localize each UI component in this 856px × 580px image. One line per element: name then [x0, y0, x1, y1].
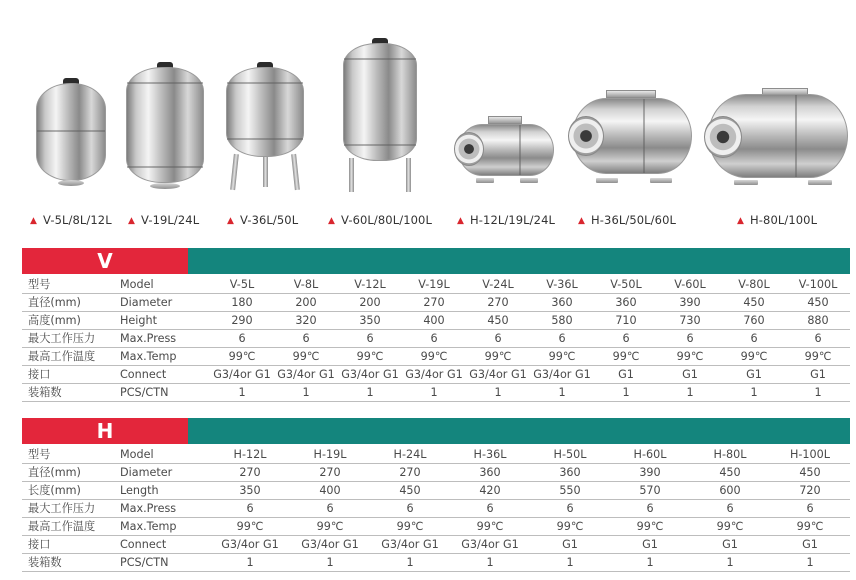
table-cell: G1	[786, 366, 850, 384]
product-gallery	[0, 0, 856, 240]
table-cell: 6	[594, 330, 658, 348]
row-label-cn: 装箱数	[22, 384, 116, 402]
table-cell: 450	[690, 464, 770, 482]
tank-image-v-medium	[126, 62, 204, 190]
table-cell: 350	[338, 312, 402, 330]
table-cell: H-60L	[610, 446, 690, 464]
table-cell: 99℃	[450, 518, 530, 536]
table-cell: 580	[530, 312, 594, 330]
spec-table-h-body	[22, 446, 850, 572]
table-cell: 600	[690, 482, 770, 500]
table-cell: 880	[786, 312, 850, 330]
table-cell: H-12L	[210, 446, 290, 464]
table-cell: 6	[786, 330, 850, 348]
table-cell: V-8L	[274, 276, 338, 294]
table-cell: 1	[338, 384, 402, 402]
table-cell: 180	[210, 294, 274, 312]
table-cell: 400	[402, 312, 466, 330]
table-cell: 1	[658, 384, 722, 402]
red-triangle-icon: ▲	[578, 216, 586, 226]
row-label-en: PCS/CTN	[116, 554, 210, 572]
row-label-cn: 高度(mm)	[22, 312, 116, 330]
table-cell: 6	[210, 500, 290, 518]
tank-image-v-large	[226, 62, 304, 192]
table-cell: 99℃	[722, 348, 786, 366]
table-cell: 450	[786, 294, 850, 312]
table-cell: 1	[786, 384, 850, 402]
table-cell: 99℃	[594, 348, 658, 366]
red-triangle-icon: ▲	[30, 216, 38, 226]
table-cell: 1	[594, 384, 658, 402]
table-cell: 290	[210, 312, 274, 330]
table-cell: 720	[770, 482, 850, 500]
table-cell: 99℃	[690, 518, 770, 536]
table-cell: 99℃	[530, 348, 594, 366]
tank-image-h-medium	[568, 90, 694, 194]
table-cell: 99℃	[370, 518, 450, 536]
table-cell: 1	[402, 384, 466, 402]
red-triangle-icon: ▲	[737, 216, 745, 226]
product-label: ▲ H-12L/19L/24L	[457, 213, 555, 227]
table-cell: 99℃	[210, 518, 290, 536]
table-cell: G1	[722, 366, 786, 384]
table-cell: G3/4or G1	[290, 536, 370, 554]
table-cell: G1	[610, 536, 690, 554]
table-cell: 450	[370, 482, 450, 500]
spec-table-h	[22, 446, 850, 572]
row-label-en: Diameter	[116, 294, 210, 312]
row-label-cn: 最大工作压力	[22, 500, 116, 518]
row-label-cn: 直径(mm)	[22, 294, 116, 312]
table-cell: 99℃	[274, 348, 338, 366]
table-cell: 1	[274, 384, 338, 402]
section-header-h	[22, 418, 850, 444]
table-cell: G1	[594, 366, 658, 384]
table-cell: 6	[530, 500, 610, 518]
table-cell: 99℃	[658, 348, 722, 366]
table-row	[22, 276, 850, 294]
table-cell: V-80L	[722, 276, 786, 294]
table-cell: 99℃	[290, 518, 370, 536]
table-cell: G1	[770, 536, 850, 554]
table-row	[22, 482, 850, 500]
table-cell: 99℃	[530, 518, 610, 536]
table-cell: 99℃	[786, 348, 850, 366]
table-cell: 6	[466, 330, 530, 348]
table-cell: G3/4or G1	[210, 536, 290, 554]
table-cell: G3/4or G1	[338, 366, 402, 384]
table-cell: H-50L	[530, 446, 610, 464]
table-cell: 6	[370, 500, 450, 518]
table-cell: 99℃	[338, 348, 402, 366]
table-cell: 360	[530, 464, 610, 482]
product-label: ▲ H-80L/100L	[737, 213, 818, 227]
table-row	[22, 500, 850, 518]
table-row	[22, 536, 850, 554]
product-label: ▲ V-5L/8L/12L	[30, 213, 112, 227]
table-cell: V-36L	[530, 276, 594, 294]
table-row	[22, 464, 850, 482]
table-cell: 270	[210, 464, 290, 482]
table-cell: G3/4or G1	[210, 366, 274, 384]
table-cell: G3/4or G1	[530, 366, 594, 384]
table-cell: 1	[466, 384, 530, 402]
table-cell: 99℃	[770, 518, 850, 536]
table-cell: 99℃	[210, 348, 274, 366]
table-row	[22, 312, 850, 330]
row-label-en: Max.Temp	[116, 348, 210, 366]
table-cell: 760	[722, 312, 786, 330]
row-label-en: Connect	[116, 366, 210, 384]
table-cell: 270	[402, 294, 466, 312]
table-cell: G3/4or G1	[450, 536, 530, 554]
row-label-en: Max.Temp	[116, 518, 210, 536]
table-cell: 6	[290, 500, 370, 518]
table-cell: 6	[530, 330, 594, 348]
table-cell: V-50L	[594, 276, 658, 294]
row-label-cn: 接口	[22, 366, 116, 384]
table-cell: 730	[658, 312, 722, 330]
table-cell: 270	[370, 464, 450, 482]
table-row	[22, 348, 850, 366]
spec-table-v	[22, 276, 850, 402]
red-triangle-icon: ▲	[328, 216, 336, 226]
table-cell: 1	[722, 384, 786, 402]
table-row	[22, 330, 850, 348]
table-cell: 99℃	[466, 348, 530, 366]
table-cell: G3/4or G1	[466, 366, 530, 384]
row-label-en: Connect	[116, 536, 210, 554]
table-cell: 1	[530, 384, 594, 402]
table-cell: H-24L	[370, 446, 450, 464]
table-cell: 6	[722, 330, 786, 348]
red-triangle-icon: ▲	[128, 216, 136, 226]
table-row	[22, 518, 850, 536]
table-row	[22, 366, 850, 384]
table-cell: 350	[210, 482, 290, 500]
section-header-v	[22, 248, 850, 274]
table-cell: 270	[466, 294, 530, 312]
section-title-h: H	[22, 418, 188, 444]
table-cell: 6	[610, 500, 690, 518]
table-cell: 1	[610, 554, 690, 572]
table-cell: G1	[658, 366, 722, 384]
table-cell: 360	[530, 294, 594, 312]
row-label-cn: 型号	[22, 446, 116, 464]
table-cell: 1	[210, 554, 290, 572]
table-cell: 420	[450, 482, 530, 500]
red-triangle-icon: ▲	[457, 216, 465, 226]
table-cell: 1	[530, 554, 610, 572]
product-label: ▲ V-60L/80L/100L	[328, 213, 432, 227]
table-cell: H-19L	[290, 446, 370, 464]
table-cell: H-100L	[770, 446, 850, 464]
table-cell: V-100L	[786, 276, 850, 294]
table-cell: 710	[594, 312, 658, 330]
section-title-v: V	[22, 248, 188, 274]
table-cell: V-60L	[658, 276, 722, 294]
table-cell: 6	[402, 330, 466, 348]
table-cell: 570	[610, 482, 690, 500]
row-label-en: Max.Press	[116, 500, 210, 518]
row-label-cn: 长度(mm)	[22, 482, 116, 500]
row-label-cn: 直径(mm)	[22, 464, 116, 482]
table-cell: 320	[274, 312, 338, 330]
table-cell: H-36L	[450, 446, 530, 464]
tank-image-h-small	[454, 116, 556, 190]
table-cell: 6	[690, 500, 770, 518]
table-cell: 6	[450, 500, 530, 518]
row-label-en: Length	[116, 482, 210, 500]
tank-image-v-small	[36, 78, 106, 188]
product-label: ▲ H-36L/50L/60L	[578, 213, 676, 227]
tank-image-h-large	[704, 88, 850, 192]
table-cell: 1	[290, 554, 370, 572]
row-label-cn: 型号	[22, 276, 116, 294]
table-cell: 200	[338, 294, 402, 312]
row-label-en: Height	[116, 312, 210, 330]
row-label-cn: 最高工作温度	[22, 348, 116, 366]
table-cell: V-5L	[210, 276, 274, 294]
table-cell: V-19L	[402, 276, 466, 294]
table-cell: 6	[338, 330, 402, 348]
table-row	[22, 384, 850, 402]
red-triangle-icon: ▲	[227, 216, 235, 226]
table-cell: V-24L	[466, 276, 530, 294]
table-row	[22, 294, 850, 312]
table-row	[22, 554, 850, 572]
spec-table-v-body	[22, 276, 850, 402]
table-cell: 6	[770, 500, 850, 518]
table-cell: 390	[658, 294, 722, 312]
table-cell: G3/4or G1	[370, 536, 450, 554]
table-cell: G3/4or G1	[402, 366, 466, 384]
table-cell: 270	[290, 464, 370, 482]
table-cell: V-12L	[338, 276, 402, 294]
row-label-en: PCS/CTN	[116, 384, 210, 402]
table-cell: 450	[466, 312, 530, 330]
row-label-cn: 最高工作温度	[22, 518, 116, 536]
row-label-cn: 接口	[22, 536, 116, 554]
table-row	[22, 446, 850, 464]
table-cell: 360	[450, 464, 530, 482]
table-cell: 1	[370, 554, 450, 572]
table-cell: 99℃	[610, 518, 690, 536]
table-cell: G1	[690, 536, 770, 554]
row-label-en: Max.Press	[116, 330, 210, 348]
row-label-cn: 装箱数	[22, 554, 116, 572]
table-cell: 400	[290, 482, 370, 500]
table-cell: H-80L	[690, 446, 770, 464]
row-label-en: Diameter	[116, 464, 210, 482]
row-label-en: Model	[116, 446, 210, 464]
table-cell: 1	[210, 384, 274, 402]
product-label: ▲ V-36L/50L	[227, 213, 299, 227]
table-cell: 6	[658, 330, 722, 348]
table-cell: 550	[530, 482, 610, 500]
table-cell: 1	[690, 554, 770, 572]
tank-image-v-xlarge	[343, 38, 417, 194]
table-cell: 1	[450, 554, 530, 572]
row-label-en: Model	[116, 276, 210, 294]
table-cell: G1	[530, 536, 610, 554]
table-cell: 450	[770, 464, 850, 482]
table-cell: 6	[210, 330, 274, 348]
table-cell: 99℃	[402, 348, 466, 366]
table-cell: 6	[274, 330, 338, 348]
table-cell: 1	[770, 554, 850, 572]
row-label-cn: 最大工作压力	[22, 330, 116, 348]
table-cell: 390	[610, 464, 690, 482]
table-cell: 450	[722, 294, 786, 312]
table-cell: G3/4or G1	[274, 366, 338, 384]
product-label: ▲ V-19L/24L	[128, 213, 200, 227]
table-cell: 360	[594, 294, 658, 312]
table-cell: 200	[274, 294, 338, 312]
